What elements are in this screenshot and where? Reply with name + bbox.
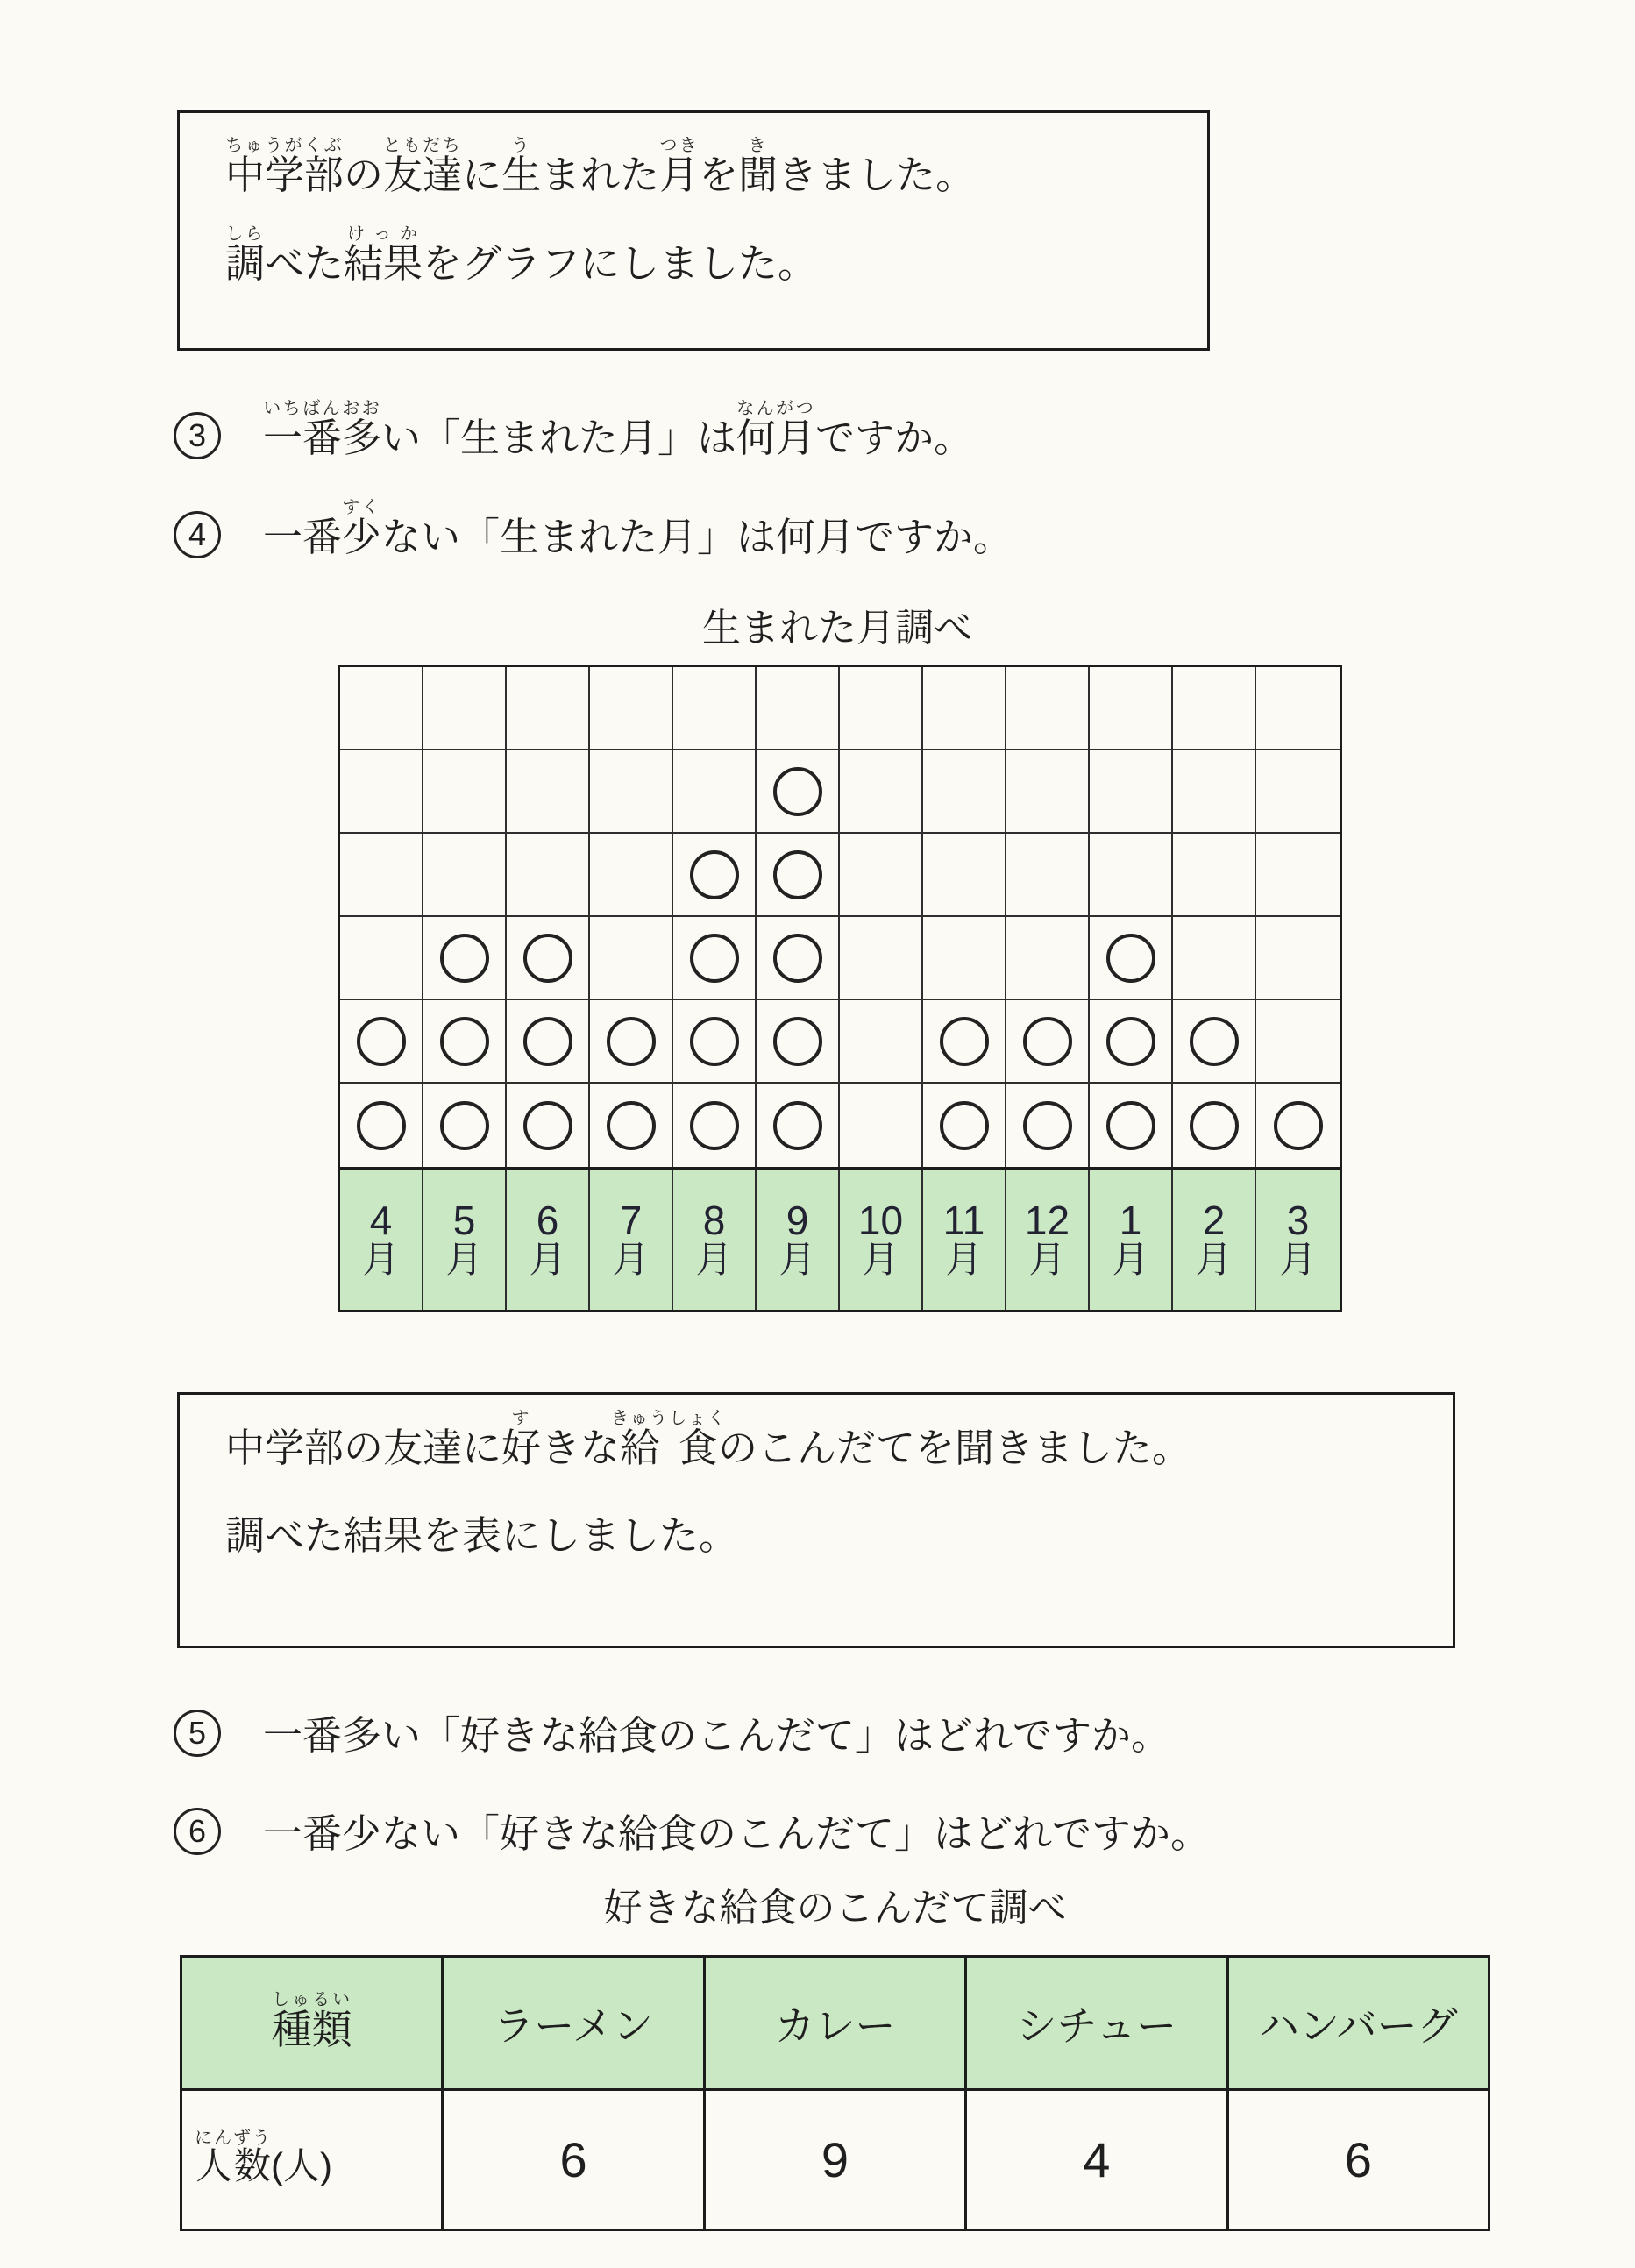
pictograph-cell bbox=[757, 1000, 840, 1084]
circle-symbol bbox=[1190, 1101, 1239, 1150]
pictograph-cell bbox=[1173, 750, 1256, 834]
circle-symbol bbox=[773, 767, 822, 816]
circle-symbol bbox=[523, 1017, 572, 1066]
circle-symbol bbox=[690, 1017, 739, 1066]
circle-symbol bbox=[1023, 1017, 1072, 1066]
month-label: 7 月 bbox=[590, 1170, 673, 1310]
question-6-text: 一番少ない「好きな給食のこんだて」はどれですか。 bbox=[263, 1811, 1211, 1857]
pictograph-cell bbox=[1173, 1000, 1256, 1084]
lunch-table-row-label: 人数にんずう(人) bbox=[181, 2090, 443, 2230]
pictograph-cell bbox=[757, 1084, 840, 1167]
pictograph-cell bbox=[340, 1084, 423, 1167]
pictograph-cell bbox=[757, 750, 840, 834]
pictograph-cell bbox=[1006, 1084, 1090, 1167]
question-5-text: 一番多い「好きな給食のこんだて」はどれですか。 bbox=[263, 1713, 1171, 1759]
pictograph-cell bbox=[923, 834, 1006, 917]
pictograph-cell bbox=[673, 750, 757, 834]
lunch-table-data-row bbox=[181, 2090, 1489, 2230]
pictograph-cell bbox=[507, 667, 590, 750]
circle-symbol bbox=[940, 1101, 989, 1150]
pictograph-cell bbox=[1256, 750, 1340, 834]
pictograph-cell bbox=[1090, 917, 1173, 1000]
circle-symbol bbox=[773, 1101, 822, 1150]
pictograph-cell bbox=[423, 917, 507, 1000]
circle-symbol bbox=[357, 1101, 406, 1150]
pictograph-cell bbox=[423, 750, 507, 834]
circle-symbol bbox=[1106, 1101, 1155, 1150]
pictograph-cell bbox=[1006, 750, 1090, 834]
circle-symbol bbox=[1023, 1101, 1072, 1150]
lunch-table-header-cell: ハンバーグ bbox=[1227, 1957, 1489, 2090]
pictograph-cell bbox=[923, 1084, 1006, 1167]
intro-text-line-1: 中学部ちゅうがくぶの友達ともだちに生うまれた月つきを聞ききました。 bbox=[225, 136, 976, 197]
pictograph-cell bbox=[1006, 667, 1090, 750]
pictograph-cell bbox=[423, 1084, 507, 1167]
lunch-table-value-cell: 6 bbox=[1227, 2090, 1489, 2230]
pictograph-cell bbox=[673, 667, 757, 750]
lunch-table-header-row bbox=[181, 1957, 1489, 2090]
pictograph-cell bbox=[340, 917, 423, 1000]
pictograph-cell bbox=[923, 667, 1006, 750]
circle-symbol bbox=[607, 1017, 656, 1066]
pictograph-cell bbox=[1256, 917, 1340, 1000]
month-label: 11 月 bbox=[923, 1170, 1006, 1310]
pictograph-cell bbox=[757, 917, 840, 1000]
pictograph-cell bbox=[840, 917, 923, 1000]
lunch-table-title: 好きな給食のこんだて調べ bbox=[603, 1887, 1067, 1930]
pictograph-cell bbox=[1256, 1084, 1340, 1167]
circle-symbol bbox=[1106, 934, 1155, 983]
month-label: 10 月 bbox=[840, 1170, 923, 1310]
circle-symbol bbox=[773, 850, 822, 899]
pictograph-cell bbox=[1006, 834, 1090, 917]
month-label: 2 月 bbox=[1173, 1170, 1256, 1310]
pictograph-cell bbox=[1173, 834, 1256, 917]
pictograph-cell bbox=[923, 1000, 1006, 1084]
pictograph-cell bbox=[507, 917, 590, 1000]
pictograph-cell bbox=[590, 1000, 673, 1084]
pictograph-cell bbox=[423, 834, 507, 917]
pictograph-cell bbox=[1173, 1084, 1256, 1167]
pictograph-cell bbox=[590, 917, 673, 1000]
pictograph-cell bbox=[340, 667, 423, 750]
circle-symbol bbox=[357, 1017, 406, 1066]
circle-symbol bbox=[690, 1101, 739, 1150]
pictograph-cell bbox=[590, 834, 673, 917]
question-5 bbox=[174, 1710, 1170, 1759]
intro-box-lunch-menu bbox=[177, 1392, 1455, 1648]
month-label: 8 月 bbox=[673, 1170, 757, 1310]
month-label: 12 月 bbox=[1006, 1170, 1090, 1310]
lunch-survey-table bbox=[180, 1955, 1490, 2231]
pictograph-cell bbox=[507, 1084, 590, 1167]
pictograph-cell bbox=[1256, 1000, 1340, 1084]
pictograph-grid bbox=[340, 667, 1340, 1167]
question-4-text: 一番少すくない「生まれた月」は何月ですか。 bbox=[263, 498, 1013, 559]
month-label: 3 月 bbox=[1279, 1198, 1317, 1281]
question-6-number-badge: 6 bbox=[174, 1808, 221, 1855]
pictograph-cell bbox=[923, 917, 1006, 1000]
pictograph-cell bbox=[1090, 834, 1173, 917]
circle-symbol bbox=[690, 850, 739, 899]
lunch-table-value-cell: 9 bbox=[704, 2090, 965, 2230]
circle-symbol bbox=[440, 934, 489, 983]
question-3-text: 一番多いちばんおおい「生まれた月」は何月なんがつですか。 bbox=[263, 399, 974, 460]
circle-symbol bbox=[773, 934, 822, 983]
question-6 bbox=[174, 1808, 1210, 1857]
pictograph-cell bbox=[590, 1084, 673, 1167]
pictograph-cell bbox=[340, 1000, 423, 1084]
pictograph-cell bbox=[840, 1000, 923, 1084]
birth-month-pictograph bbox=[338, 665, 1342, 1312]
circle-symbol bbox=[690, 934, 739, 983]
lunch-table-header-cell: ラーメン bbox=[443, 1957, 704, 2090]
pictograph-cell bbox=[590, 667, 673, 750]
pictograph-cell bbox=[923, 750, 1006, 834]
pictograph-cell bbox=[1173, 917, 1256, 1000]
pictograph-cell bbox=[423, 1000, 507, 1084]
question-4-number-badge: 4 bbox=[174, 511, 221, 558]
month-label: 6 月 bbox=[507, 1170, 590, 1310]
circle-symbol bbox=[440, 1017, 489, 1066]
pictograph-cell bbox=[1090, 667, 1173, 750]
circle-symbol bbox=[773, 1017, 822, 1066]
pictograph-cell bbox=[1256, 667, 1340, 750]
pictograph-cell bbox=[840, 1084, 923, 1167]
circle-symbol bbox=[607, 1101, 656, 1150]
pictograph-cell bbox=[673, 917, 757, 1000]
month-label: 4 月 bbox=[340, 1170, 423, 1310]
pictograph-cell bbox=[1006, 1000, 1090, 1084]
pictograph-cell bbox=[840, 750, 923, 834]
circle-symbol bbox=[1106, 1017, 1155, 1066]
pictograph-month-label-row bbox=[340, 1167, 1340, 1310]
pictograph-cell bbox=[1006, 917, 1090, 1000]
pictograph-cell bbox=[757, 667, 840, 750]
month-label: 9 月 bbox=[757, 1170, 840, 1310]
circle-symbol bbox=[1190, 1017, 1239, 1066]
month-label: 1 月 bbox=[1090, 1170, 1173, 1310]
lunch-table-header-cell: シチュー bbox=[966, 1957, 1227, 2090]
circle-symbol bbox=[1274, 1101, 1323, 1150]
question-4 bbox=[174, 498, 1013, 560]
intro-text-line-1: 中学部の友達に好すきな給食きゅうしょくのこんだてを聞きました。 bbox=[225, 1409, 1192, 1470]
pictograph-cell bbox=[1090, 1000, 1173, 1084]
pictograph-cell bbox=[1090, 750, 1173, 834]
lunch-table-value-cell: 6 bbox=[443, 2090, 704, 2230]
pictograph-title: 生まれた月調べ bbox=[702, 607, 972, 650]
pictograph-cell bbox=[507, 1000, 590, 1084]
pictograph-cell bbox=[423, 667, 507, 750]
pictograph-cell bbox=[590, 750, 673, 834]
question-5-number-badge: 5 bbox=[174, 1710, 221, 1757]
intro-text-line-2: 調しらべた結果けっかをグラフにしました。 bbox=[225, 224, 818, 286]
pictograph-cell bbox=[840, 667, 923, 750]
pictograph-cell bbox=[1173, 667, 1256, 750]
pictograph-cell bbox=[1256, 834, 1340, 917]
pictograph-cell bbox=[1090, 1084, 1173, 1167]
circle-symbol bbox=[523, 1101, 572, 1150]
intro-box-birth-month bbox=[177, 110, 1210, 351]
pictograph-cell bbox=[673, 834, 757, 917]
circle-symbol bbox=[940, 1017, 989, 1066]
lunch-table-value-cell: 4 bbox=[966, 2090, 1227, 2230]
pictograph-cell bbox=[673, 1000, 757, 1084]
pictograph-cell bbox=[340, 750, 423, 834]
pictograph-cell bbox=[673, 1084, 757, 1167]
question-3-number-badge: 3 bbox=[174, 412, 221, 459]
question-3 bbox=[174, 399, 973, 461]
pictograph-cell bbox=[507, 834, 590, 917]
lunch-table-header-cell: カレー bbox=[704, 1957, 965, 2090]
circle-symbol bbox=[440, 1101, 489, 1150]
pictograph-cell bbox=[757, 834, 840, 917]
pictograph-cell bbox=[340, 834, 423, 917]
intro-text-line-2: 調べた結果を表にしました。 bbox=[225, 1512, 739, 1558]
month-label: 5 月 bbox=[423, 1170, 507, 1310]
pictograph-cell bbox=[507, 750, 590, 834]
circle-symbol bbox=[523, 934, 572, 983]
lunch-table-header-cell: 種類しゅるい bbox=[181, 1957, 443, 2090]
pictograph-cell bbox=[840, 834, 923, 917]
